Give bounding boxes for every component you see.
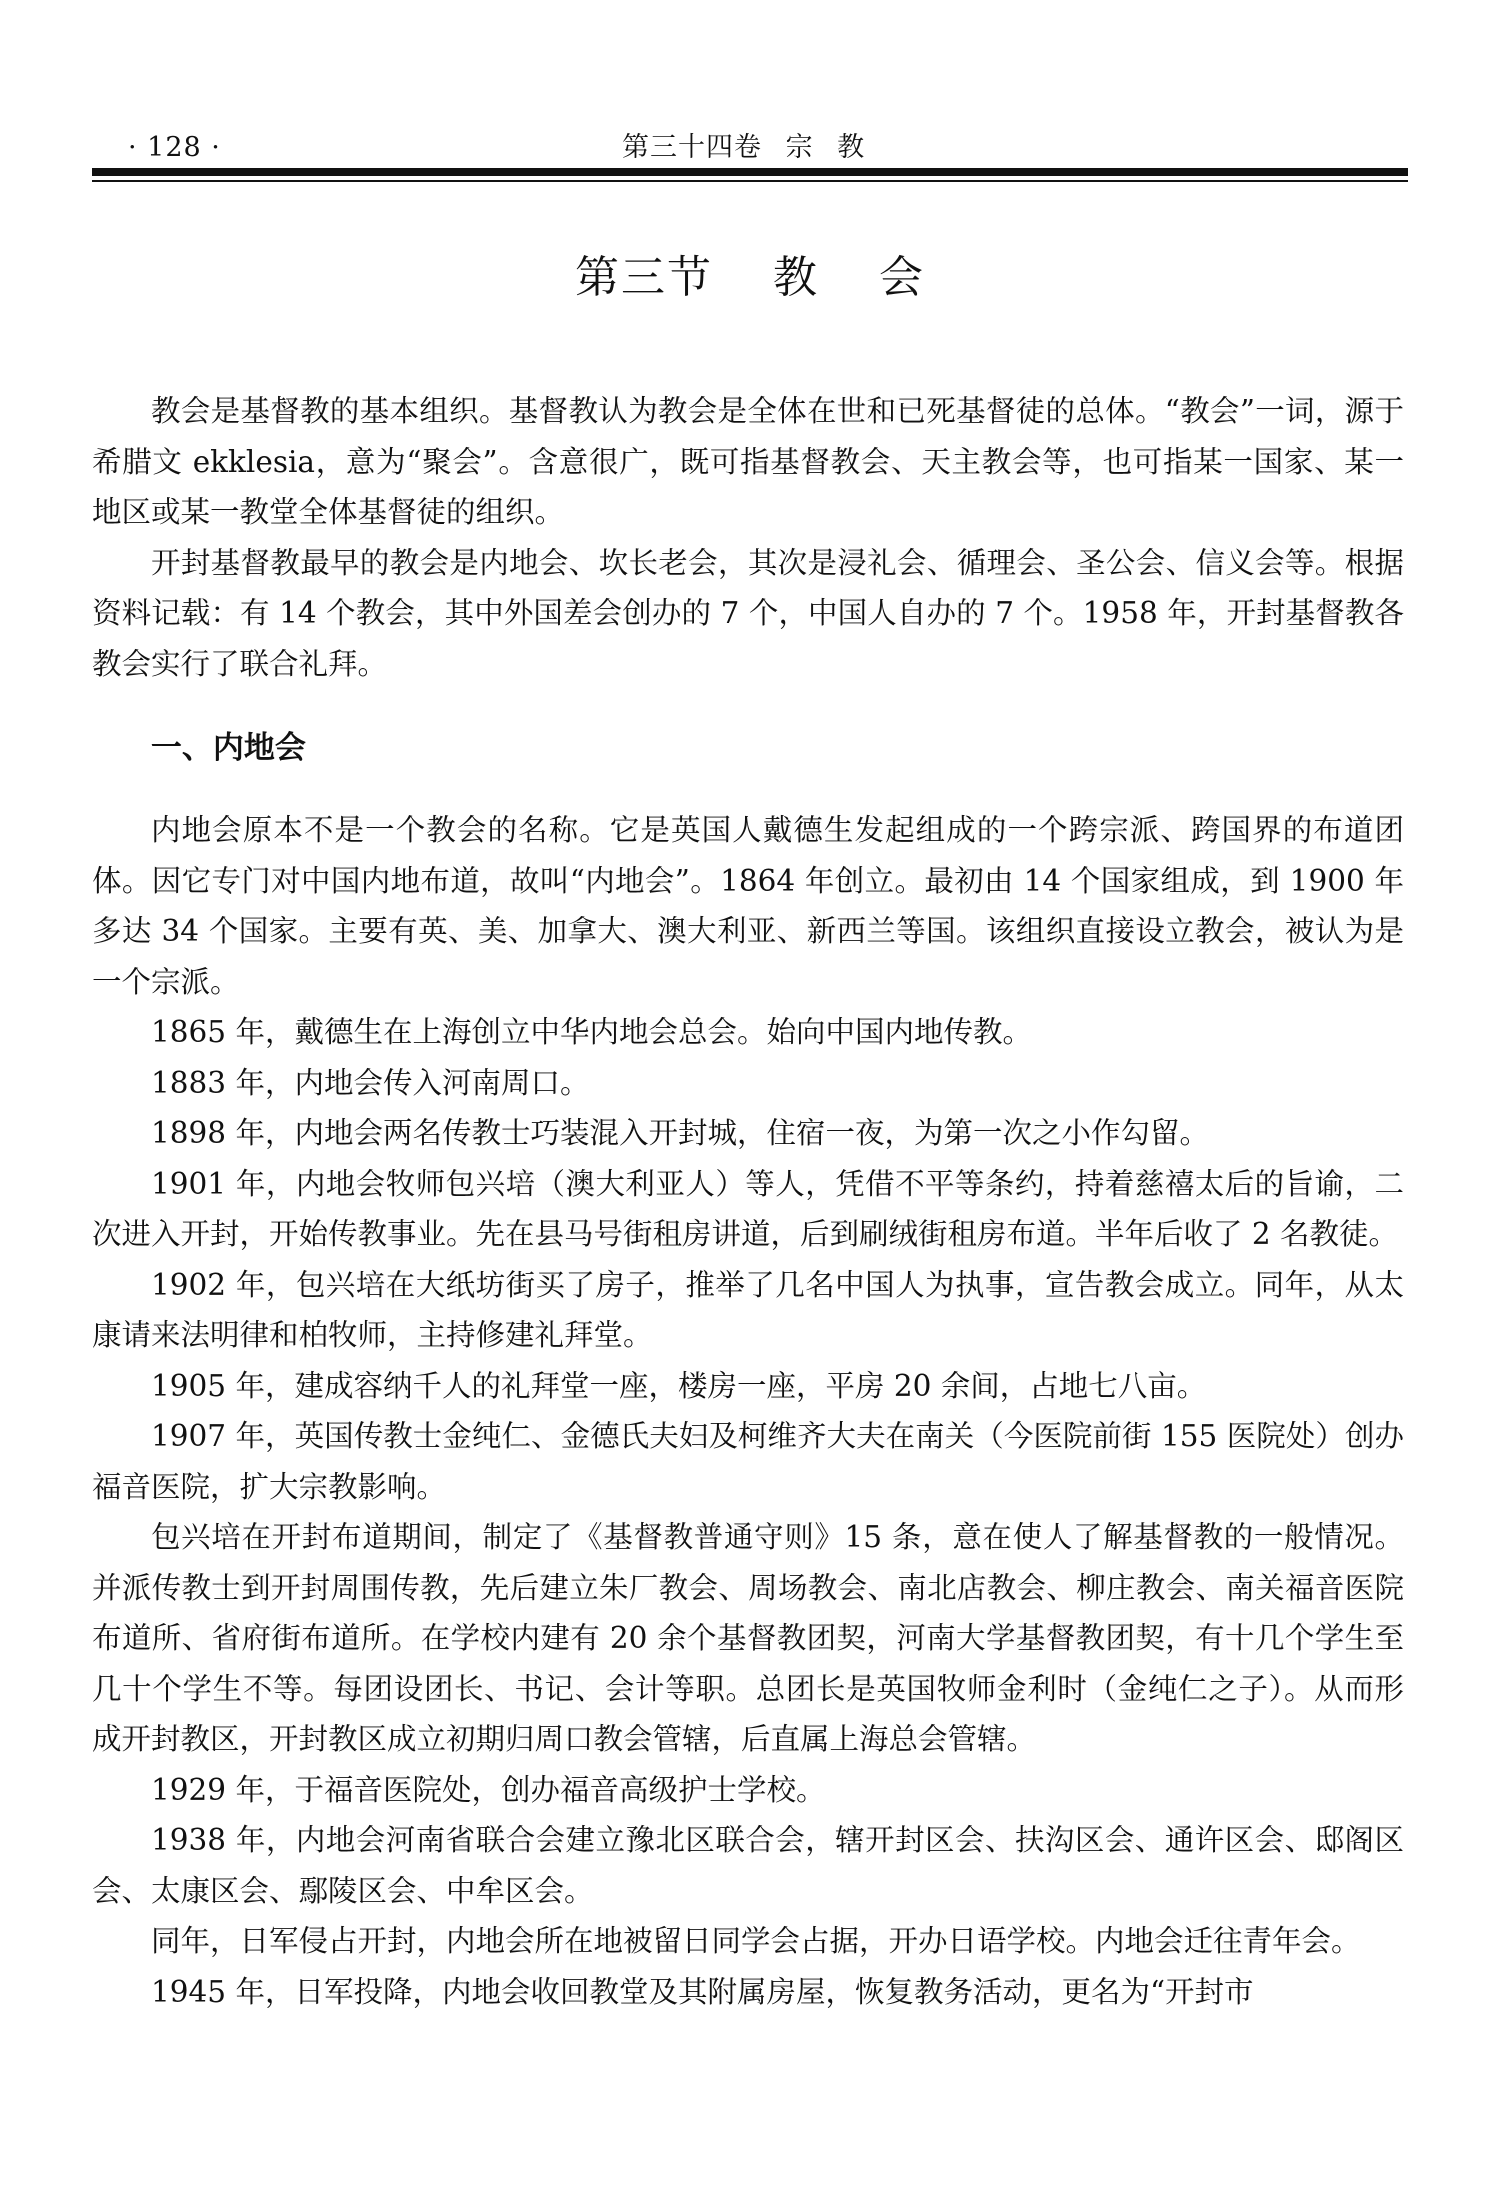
paragraph: 1901 年，内地会牧师包兴培（澳大利亚人）等人，凭借不平等条约，持着慈禧太后的旨谕，二次进入开封，开始传教事业。先在县马号街租房讲道，后到刷绒街租房布道。半年后收了 2 名教徒。 (92, 1166, 1404, 1251)
running-title: 第三十四卷 宗 教 (622, 132, 866, 163)
subsection-heading: 一、内地会 (150, 730, 306, 766)
paragraph: 1907 年，英国传教士金纯仁、金德氏夫妇及柯维齐大夫在南关（今医院前街 155 医院处）创办福音医院，扩大宗教影响。 (92, 1419, 1404, 1504)
paragraph: 1938 年，内地会河南省联合会建立豫北区联合会，辖开封区会、扶沟区会、通许区会、邸阁区会、太康区会、鄢陵区会、中牟区会。 (92, 1823, 1404, 1908)
running-header (92, 128, 1404, 168)
header-rule-thick (92, 168, 1408, 176)
paragraph: 包兴培在开封布道期间，制定了《基督教普通守则》15 条，意在使人了解基督教的一般情况。并派传教士到开封周围传教，先后建立朱厂教会、周场教会、南北店教会、柳庄教会、南关福音医院布道所、省府街布道所。在学校内建有 20 余个基督教团契，河南大学基督教团契，有十几个学生至几十个学生不等。每团设团长、书记、会计等职。总团长是英国牧师金利时（金纯仁之子）。从而形成开封教区，开封教区成立初期归周口教会管辖，后直属上海总会管辖。 (92, 1520, 1404, 1756)
page-number: · 128 · (128, 132, 221, 163)
paragraph: 教会是基督教的基本组织。基督教认为教会是全体在世和已死基督徒的总体。“教会”一词，源于希腊文 ekklesia，意为“聚会”。含意很广，既可指基督教会、天主教会等，也可指某一国家、某一地区或某一教堂全体基督徒的组织。 (92, 394, 1404, 529)
body-text (92, 386, 1404, 2017)
paragraph: 开封基督教最早的教会是内地会、坎长老会，其次是浸礼会、循理会、圣公会、信义会等。根据资料记载：有 14 个教会，其中外国差会创办的 7 个，中国人自办的 7 个。1958 年，开封基督教各教会实行了联合礼拜。 (92, 545, 1404, 681)
paragraph: 1883 年，内地会传入河南周口。 (151, 1065, 590, 1100)
header-rule-thin (92, 180, 1408, 182)
paragraph: 1905 年，建成容纳千人的礼拜堂一座，楼房一座，平房 20 余间，占地七八亩。 (151, 1368, 1207, 1403)
paragraph: 1865 年，戴德生在上海创立中华内地会总会。始向中国内地传教。 (151, 1015, 1032, 1049)
section-title: 第三节 教 会 (575, 252, 925, 303)
paragraph: 1929 年，于福音医院处，创办福音高级护士学校。 (151, 1772, 826, 1807)
paragraph: 1945 年，日军投降，内地会收回教堂及其附属房屋，恢复教务活动，更名为“开封市 (151, 1974, 1254, 2009)
paragraph: 1902 年，包兴培在大纸坊街买了房子，推举了几名中国人为执事，宣告教会成立。同年，从太康请来法明律和柏牧师，主持修建礼拜堂。 (92, 1267, 1404, 1352)
paragraph: 同年，日军侵占开封，内地会所在地被留日同学会占据，开办日语学校。内地会迁往青年会。 (151, 1924, 1361, 1958)
paragraph: 1898 年，内地会两名传教士巧装混入开封城，住宿一夜，为第一次之小作勾留。 (151, 1116, 1209, 1150)
paragraph: 内地会原本不是一个教会的名称。它是英国人戴德生发起组成的一个跨宗派、跨国界的布道团体。因它专门对中国内地布道，故叫“内地会”。1864 年创立。最初由 14 个国家组成，到 1900 年多达 34 个国家。主要有英、美、加拿大、澳大利亚、新西兰等国。该组织直接设立教会，被认为是一个宗派。 (92, 813, 1404, 999)
